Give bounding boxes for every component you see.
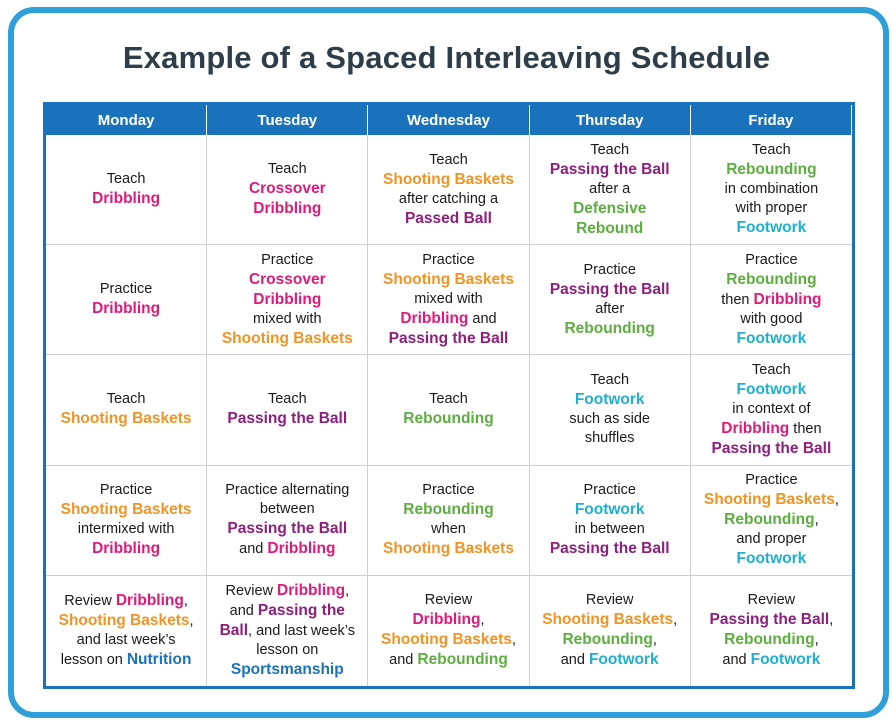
plain-text: Practice [99, 482, 153, 499]
plain-text: , [511, 632, 516, 649]
skill-name: Rebound [576, 219, 644, 237]
plain-text: , and last week’s [248, 623, 355, 640]
plain-text: Teach [429, 151, 468, 168]
skill-name: Shooting Baskets [383, 540, 514, 558]
plain-text: and [560, 652, 589, 669]
skill-name: Shooting Baskets [58, 612, 190, 630]
header-thursday: Thursday [530, 105, 691, 135]
skill-name: Passing the Ball [549, 280, 670, 298]
plain-text: when [431, 521, 466, 538]
cell-line [752, 361, 791, 380]
plain-text: and [389, 652, 418, 669]
plain-text: and proper [736, 531, 807, 548]
cell-line [584, 481, 636, 500]
cell-line [722, 650, 820, 670]
cell-line [740, 310, 802, 329]
schedule-cell-week-row-4-friday [691, 466, 852, 576]
skill-name: Footwork [736, 219, 807, 237]
cell-line [550, 280, 670, 300]
cell-line [721, 419, 821, 439]
plain-text: Practice [583, 482, 636, 499]
plain-text: Practice [99, 281, 153, 298]
cell-line [222, 329, 353, 349]
cell-line [403, 409, 493, 429]
cell-line [268, 160, 307, 179]
skill-name: Dribbling [92, 190, 161, 208]
skill-name: Dribbling [253, 200, 322, 218]
schedule-cell-week-row-4-monday [46, 466, 207, 576]
skill-name: Rebounding [403, 410, 494, 428]
plain-text: Practice [583, 261, 636, 278]
cell-line [64, 591, 188, 611]
plain-text: after [595, 300, 625, 317]
schedule-cell-week-row-2-wednesday [368, 245, 529, 355]
plain-text: Teach [267, 161, 307, 178]
cell-line [737, 329, 807, 349]
schedule-cell-week-row-5-tuesday [207, 576, 368, 686]
skill-name: Footwork [736, 550, 807, 568]
cell-line [383, 539, 514, 559]
plain-text: Review [424, 592, 473, 609]
cell-line [745, 471, 797, 490]
plain-text: Practice [745, 251, 798, 268]
skill-name: Crossover [248, 180, 326, 198]
plain-text: , [183, 593, 188, 610]
plain-text: then [721, 291, 754, 308]
skill-name: Passing the Ball [549, 160, 670, 178]
cell-line [569, 410, 650, 429]
plain-text: Teach [752, 361, 791, 378]
skill-name: Footwork [736, 380, 807, 398]
skill-name: Passing the Ball [711, 439, 832, 457]
cell-line [107, 170, 146, 189]
schedule-cell-week-row-3-thursday [530, 355, 691, 465]
cell-line [431, 520, 466, 539]
plain-text: after a [589, 180, 631, 197]
skill-name: Rebounding [562, 631, 653, 649]
cell-line [107, 390, 146, 409]
cell-line [550, 539, 670, 559]
skill-name: Shooting Baskets [381, 631, 512, 649]
cell-line [256, 641, 318, 660]
skill-name: Rebounding [726, 161, 817, 179]
cell-line [737, 380, 807, 400]
schedule-table [43, 102, 855, 689]
cell-line [260, 500, 315, 519]
cell-line [590, 371, 629, 390]
skill-name: Crossover [248, 270, 326, 288]
cell-line [542, 610, 677, 630]
plain-text: Teach [267, 391, 307, 408]
plain-text: Teach [106, 391, 146, 408]
cell-line [253, 290, 321, 310]
header-monday: Monday [46, 105, 207, 135]
skill-name: Rebounding [564, 319, 655, 337]
schedule-cell-week-row-3-wednesday [368, 355, 529, 465]
plain-text: , [673, 612, 678, 629]
cell-line [585, 429, 635, 448]
cell-line [724, 510, 818, 530]
header-tuesday: Tuesday [207, 105, 368, 135]
plain-text: and [239, 541, 268, 558]
skill-name: Rebounding [403, 501, 494, 519]
schedule-cell-week-row-1-thursday [530, 135, 691, 245]
plain-text: mixed with [414, 290, 483, 307]
cell-line [550, 160, 670, 180]
cell-line [227, 519, 347, 539]
schedule-cell-week-row-3-monday [46, 355, 207, 465]
cell-line [61, 409, 192, 429]
plain-text: and last week’s [76, 632, 176, 649]
cell-line [422, 251, 474, 270]
plain-text: , [834, 492, 839, 509]
page-title: Example of a Spaced Interleaving Schedule [122, 40, 771, 75]
cell-line [589, 180, 630, 199]
plain-text: Review [225, 583, 278, 600]
cell-line [595, 300, 624, 319]
cell-line [710, 610, 834, 630]
skill-name: Passing the [257, 602, 345, 620]
cell-line [92, 539, 160, 559]
plain-text: and [722, 652, 751, 669]
cell-line [400, 309, 496, 329]
cell-line [227, 409, 347, 429]
schedule-cell-week-row-5-monday [46, 576, 207, 686]
cell-line [736, 199, 808, 218]
plain-text: mixed with [253, 310, 322, 327]
plain-text: , [829, 612, 834, 629]
schedule-cell-week-row-2-friday [691, 245, 852, 355]
cell-line [225, 581, 349, 601]
schedule-cell-week-row-2-monday [46, 245, 207, 355]
cell-line [590, 141, 629, 160]
cell-line [575, 520, 645, 539]
cell-line [745, 251, 797, 270]
plain-text: , [345, 583, 350, 600]
skill-name: Sportsmanship [230, 661, 344, 679]
cell-line [704, 490, 839, 510]
schedule-cell-week-row-4-thursday [530, 466, 691, 576]
plain-text: Teach [429, 391, 468, 408]
plain-text: lesson on [60, 652, 127, 669]
schedule-cell-week-row-3-friday [691, 355, 852, 465]
skill-name: Dribbling [400, 309, 469, 327]
cell-line [737, 218, 807, 238]
cell-line [726, 270, 816, 290]
plain-text: with proper [735, 200, 808, 217]
schedule-cell-week-row-2-tuesday [207, 245, 368, 355]
skill-name: Shooting Baskets [60, 410, 192, 428]
skill-name: Footwork [736, 329, 807, 347]
cell-line [564, 319, 654, 339]
skill-name: Ball [219, 622, 249, 640]
cell-line [748, 591, 796, 610]
skill-name: Dribbling [277, 582, 346, 600]
plain-text: Review [64, 593, 116, 610]
plain-text: Practice [422, 251, 475, 268]
cell-line [712, 439, 832, 459]
cell-line [586, 591, 634, 610]
schedule-cell-week-row-1-wednesday [368, 135, 529, 245]
plain-text: , [814, 512, 819, 529]
skill-name: Passing the Ball [549, 540, 670, 558]
skill-name: Dribbling [412, 611, 481, 629]
cell-line [724, 630, 818, 650]
cell-line [737, 549, 807, 569]
plain-text: , [189, 613, 194, 630]
cell-line [752, 141, 791, 160]
skill-name: Dribbling [92, 300, 161, 318]
skill-name: Rebounding [417, 651, 508, 669]
plain-text: then [789, 420, 822, 437]
cell-line [231, 660, 344, 680]
cell-line [422, 481, 474, 500]
plain-text: such as side [569, 411, 650, 428]
skill-name: Dribbling [253, 290, 322, 308]
cell-line [575, 500, 645, 520]
skill-name: Dribbling [721, 419, 790, 437]
plain-text: Teach [752, 142, 791, 159]
cell-line [59, 611, 194, 631]
skill-name: Defensive [573, 199, 647, 217]
plain-text: in combination [724, 181, 819, 198]
schedule-cell-week-row-4-tuesday [207, 466, 368, 576]
cell-line [249, 179, 326, 199]
plain-text: Teach [106, 171, 146, 188]
plain-text: and [468, 310, 497, 327]
cell-line [561, 650, 659, 670]
cell-line [403, 500, 493, 520]
schedule-cell-week-row-1-tuesday [207, 135, 368, 245]
skill-name: Shooting Baskets [703, 491, 835, 509]
cell-line [61, 500, 192, 520]
schedule-cell-week-row-4-wednesday [368, 466, 529, 576]
schedule-cell-week-row-1-friday [691, 135, 852, 245]
skill-name: Shooting Baskets [383, 270, 514, 288]
plain-text: intermixed with [77, 521, 175, 538]
cell-line [389, 329, 509, 349]
skill-name: Shooting Baskets [542, 611, 674, 629]
cell-line [230, 601, 345, 621]
header-wednesday: Wednesday [368, 105, 529, 135]
schedule-cell-week-row-2-thursday [530, 245, 691, 355]
cell-line [389, 650, 508, 670]
skill-name: Dribbling [115, 592, 184, 610]
cell-line [412, 610, 484, 630]
cell-line [92, 189, 160, 209]
skill-name: Footwork [574, 501, 645, 519]
cell-line [576, 219, 643, 239]
plain-text: in context of [732, 400, 811, 417]
skill-name: Dribbling [267, 540, 336, 558]
skill-name: Passed Ball [404, 209, 492, 227]
cell-line [383, 270, 514, 290]
cell-line [77, 631, 176, 650]
plain-text: Teach [590, 141, 630, 158]
plain-text: Review [585, 592, 634, 609]
skill-name: Rebounding [724, 511, 815, 529]
cell-line [414, 290, 483, 309]
plain-text: in between [574, 521, 645, 538]
plain-text: Practice [422, 482, 475, 499]
schedule-cell-week-row-5-wednesday [368, 576, 529, 686]
plain-text: after catching a [398, 190, 499, 207]
cell-line [78, 520, 175, 539]
header-friday: Friday [691, 105, 852, 135]
cell-line [381, 630, 516, 650]
schedule-cell-week-row-3-tuesday [207, 355, 368, 465]
plain-text: , [814, 632, 819, 649]
skill-name: Passing the Ball [388, 329, 509, 347]
cell-line [575, 390, 645, 410]
cell-line [399, 190, 498, 209]
schedule-cell-week-row-5-thursday [530, 576, 691, 686]
plain-text: , [652, 632, 657, 649]
plain-text: Teach [590, 372, 630, 389]
cell-line [61, 650, 192, 670]
plain-text: shuffles [584, 430, 635, 447]
skill-name: Nutrition [126, 651, 192, 669]
plain-text: Practice [261, 251, 314, 268]
cell-line [100, 280, 152, 299]
plain-text: lesson on [256, 642, 319, 659]
cell-line [253, 310, 322, 329]
skill-name: Shooting Baskets [221, 329, 353, 347]
skill-name: Rebounding [724, 631, 815, 649]
cell-line [239, 539, 335, 559]
plain-text: Review [747, 592, 796, 609]
schedule-cell-week-row-5-friday [691, 576, 852, 686]
cell-line [721, 290, 821, 310]
cell-line [429, 151, 468, 170]
cell-line [573, 199, 646, 219]
cell-line [584, 261, 636, 280]
skill-name: Passing the Ball [709, 611, 830, 629]
cell-line [268, 390, 307, 409]
cell-line [405, 209, 492, 229]
skill-name: Passing the Ball [227, 520, 348, 538]
cell-line [429, 390, 468, 409]
cell-line [253, 199, 321, 219]
plain-text: Practice [745, 472, 798, 489]
cell-line [732, 400, 810, 419]
skill-name: Shooting Baskets [383, 170, 514, 188]
cell-line [425, 591, 473, 610]
skill-name: Footwork [588, 651, 659, 669]
skill-name: Passing the Ball [227, 410, 348, 428]
skill-name: Dribbling [92, 540, 161, 558]
cell-line [225, 481, 349, 500]
skill-name: Footwork [750, 651, 821, 669]
plain-text: between [259, 501, 315, 518]
cell-line [92, 299, 160, 319]
cell-line [249, 270, 326, 290]
skill-name: Footwork [574, 391, 645, 409]
plain-text: and [229, 603, 258, 620]
plain-text: , [480, 612, 485, 629]
schedule-cell-week-row-1-monday [46, 135, 207, 245]
cell-line [562, 630, 656, 650]
cell-line [736, 530, 806, 549]
skill-name: Shooting Baskets [60, 501, 192, 519]
skill-name: Rebounding [726, 270, 817, 288]
cell-line [726, 160, 816, 180]
cell-line [383, 170, 514, 190]
skill-name: Dribbling [753, 290, 822, 308]
plain-text: Practice alternating [225, 482, 350, 499]
cell-line [100, 481, 152, 500]
cell-line [725, 180, 819, 199]
cell-line [261, 251, 313, 270]
cell-line [220, 621, 355, 641]
plain-text: with good [740, 310, 803, 327]
